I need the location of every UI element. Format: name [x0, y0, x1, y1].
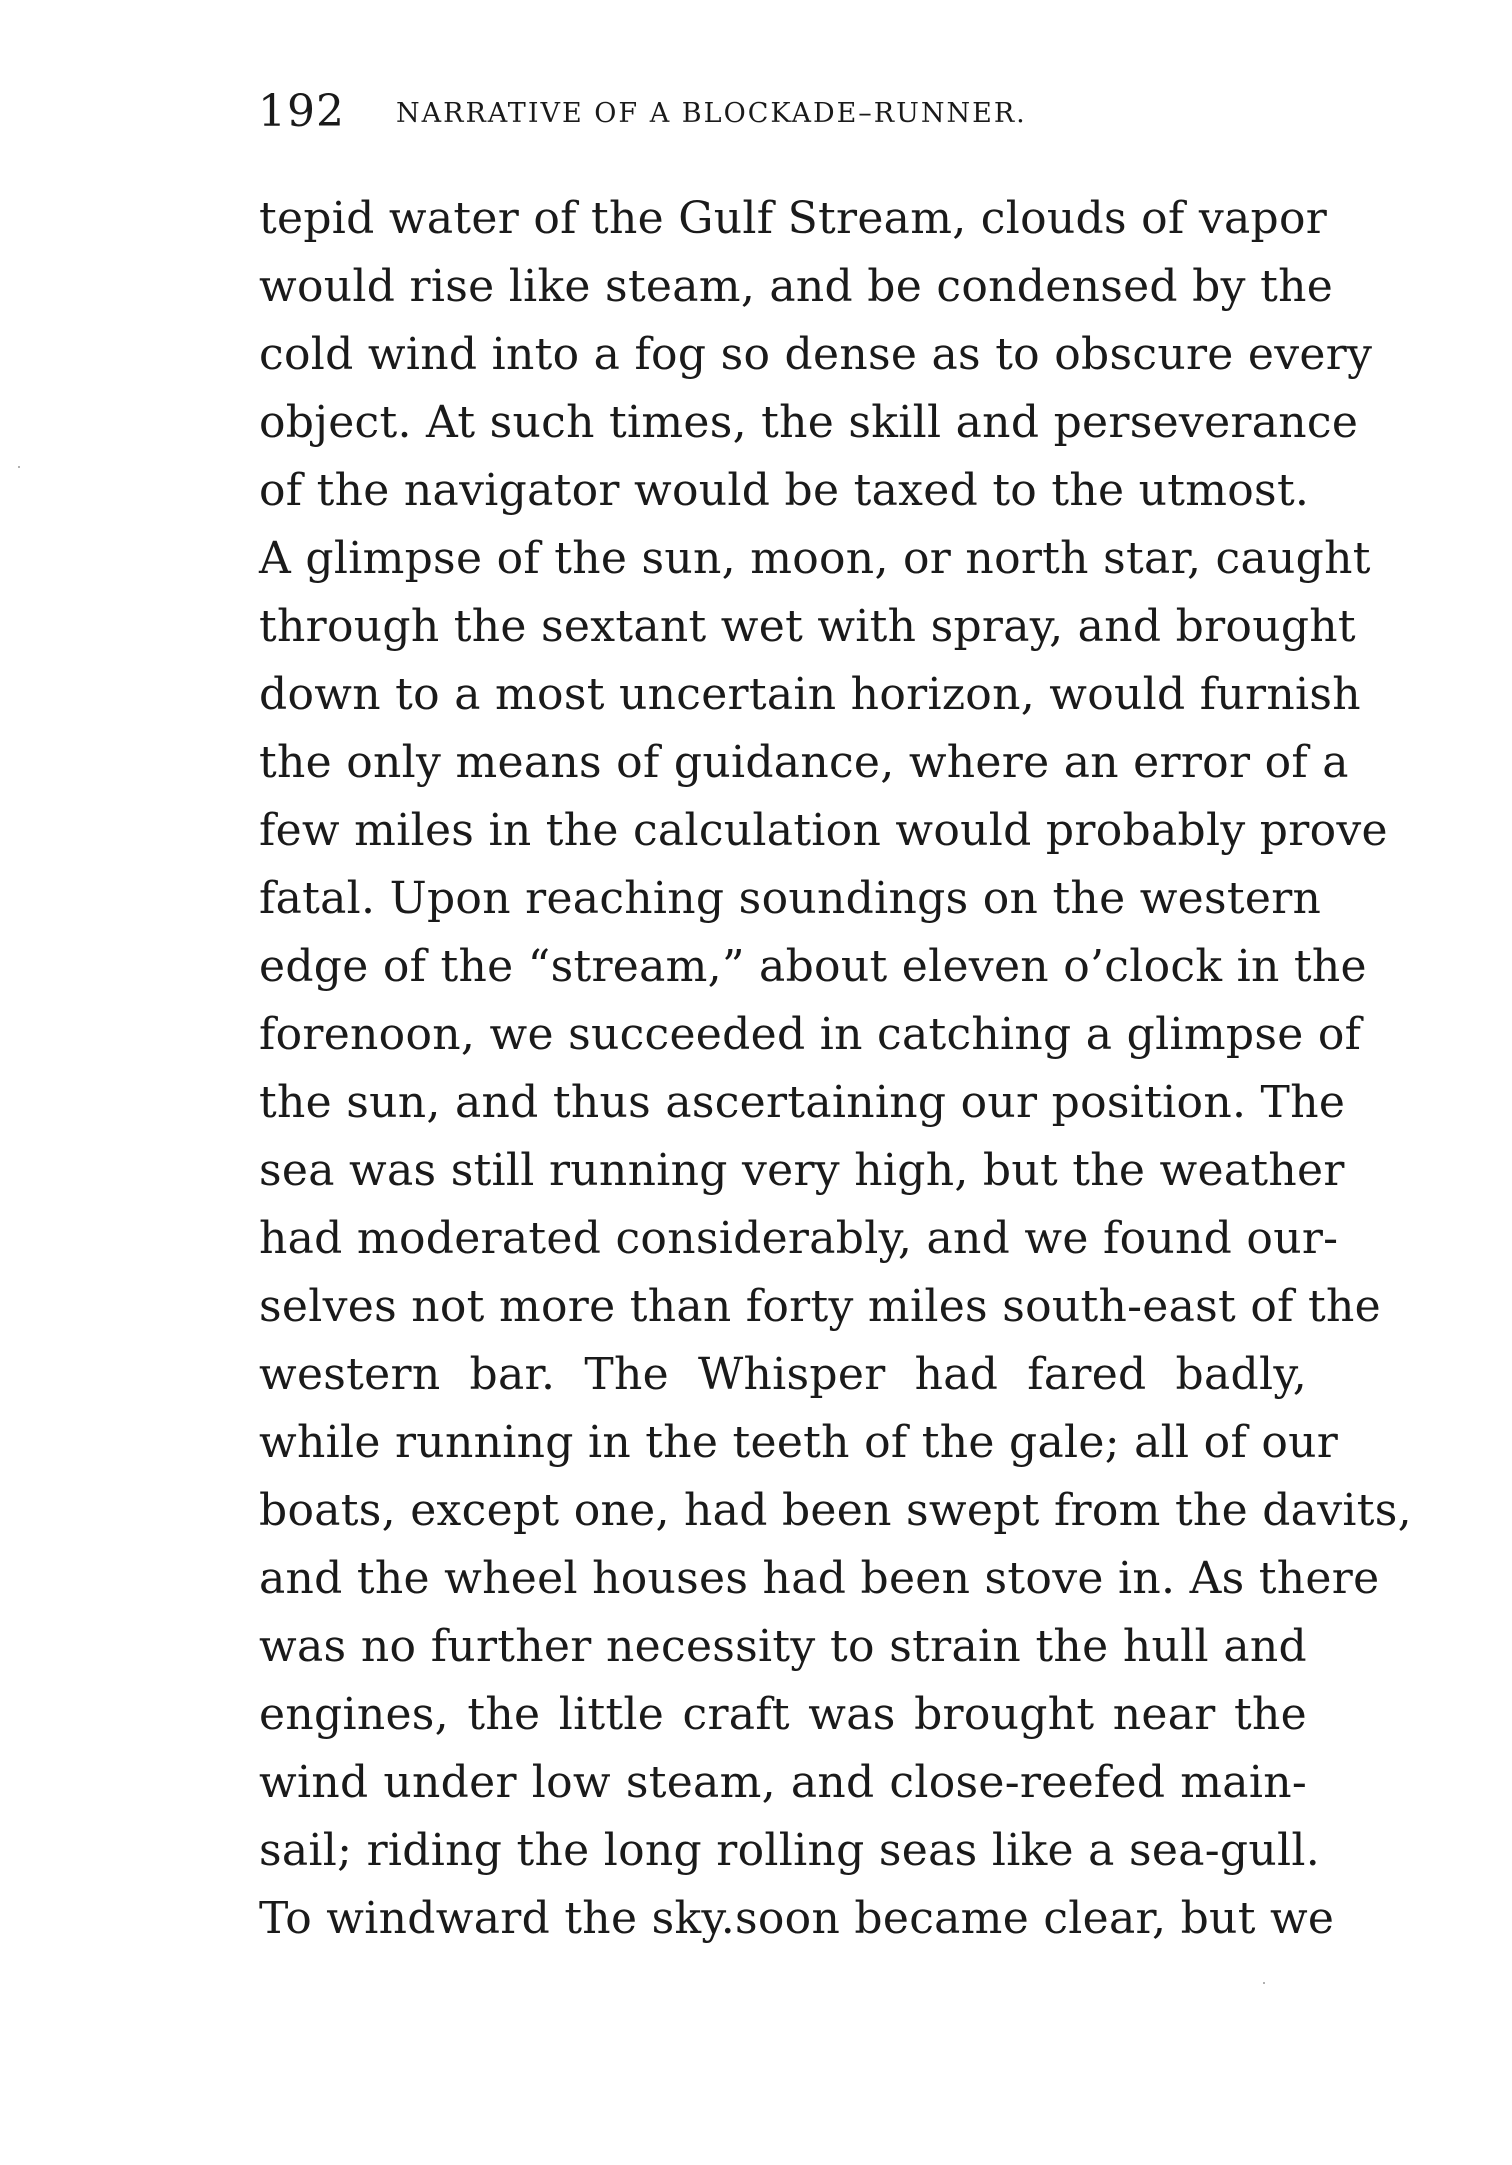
page-number: 192: [258, 86, 345, 137]
text-line: the sun, and thus ascertaining our position. The: [259, 1077, 1346, 1128]
text-line: wind under low steam, and close-reefed main-: [259, 1757, 1307, 1808]
running-head: NARRATIVE OF A BLOCKADE–RUNNER.: [396, 98, 1027, 129]
text-line: edge of the “stream,” about eleven o’clock in the: [259, 941, 1367, 992]
text-line: was no further necessity to strain the hull and: [259, 1621, 1307, 1672]
text-line: of the navigator would be taxed to the utmost.: [259, 465, 1310, 516]
text-line: while running in the teeth of the gale; all of our: [259, 1417, 1339, 1468]
text-line: sea was still running very high, but the weather: [259, 1145, 1345, 1196]
text-line: object. At such times, the skill and perseverance: [259, 397, 1359, 448]
text-line: would rise like steam, and be condensed by the: [259, 261, 1334, 312]
text-line: and the wheel houses had been stove in. As there: [259, 1553, 1380, 1604]
text-line: tepid water of the Gulf Stream, clouds of vapor: [259, 193, 1328, 244]
text-line: engines, the little craft was brought near the: [259, 1689, 1307, 1740]
paper-speck: [1263, 1982, 1265, 1984]
text-line: To windward the sky.soon became clear, but we: [259, 1893, 1335, 1944]
text-line: had moderated considerably, and we found our-: [259, 1213, 1339, 1264]
text-line: western bar. The Whisper had fared badly,: [259, 1349, 1307, 1400]
paper-speck: [18, 466, 20, 468]
text-line: selves not more than forty miles south-east of the: [259, 1281, 1381, 1332]
text-line: few miles in the calculation would probably prove: [259, 805, 1388, 856]
text-line: forenoon, we succeeded in catching a glimpse of: [259, 1009, 1362, 1060]
text-line: sail; riding the long rolling seas like a sea-gull.: [259, 1825, 1321, 1876]
text-line: A glimpse of the sun, moon, or north star, caught: [259, 533, 1371, 584]
text-line: down to a most uncertain horizon, would furnish: [259, 669, 1361, 720]
text-line: cold wind into a fog so dense as to obscure every: [259, 329, 1373, 380]
body-text: [259, 185, 1412, 1953]
text-line: fatal. Upon reaching soundings on the western: [259, 873, 1322, 924]
text-line: boats, except one, had been swept from the davits,: [259, 1485, 1412, 1536]
page-header: [258, 82, 1298, 142]
text-line: the only means of guidance, where an error of a: [259, 737, 1349, 788]
text-line: through the sextant wet with spray, and brought: [259, 601, 1356, 652]
